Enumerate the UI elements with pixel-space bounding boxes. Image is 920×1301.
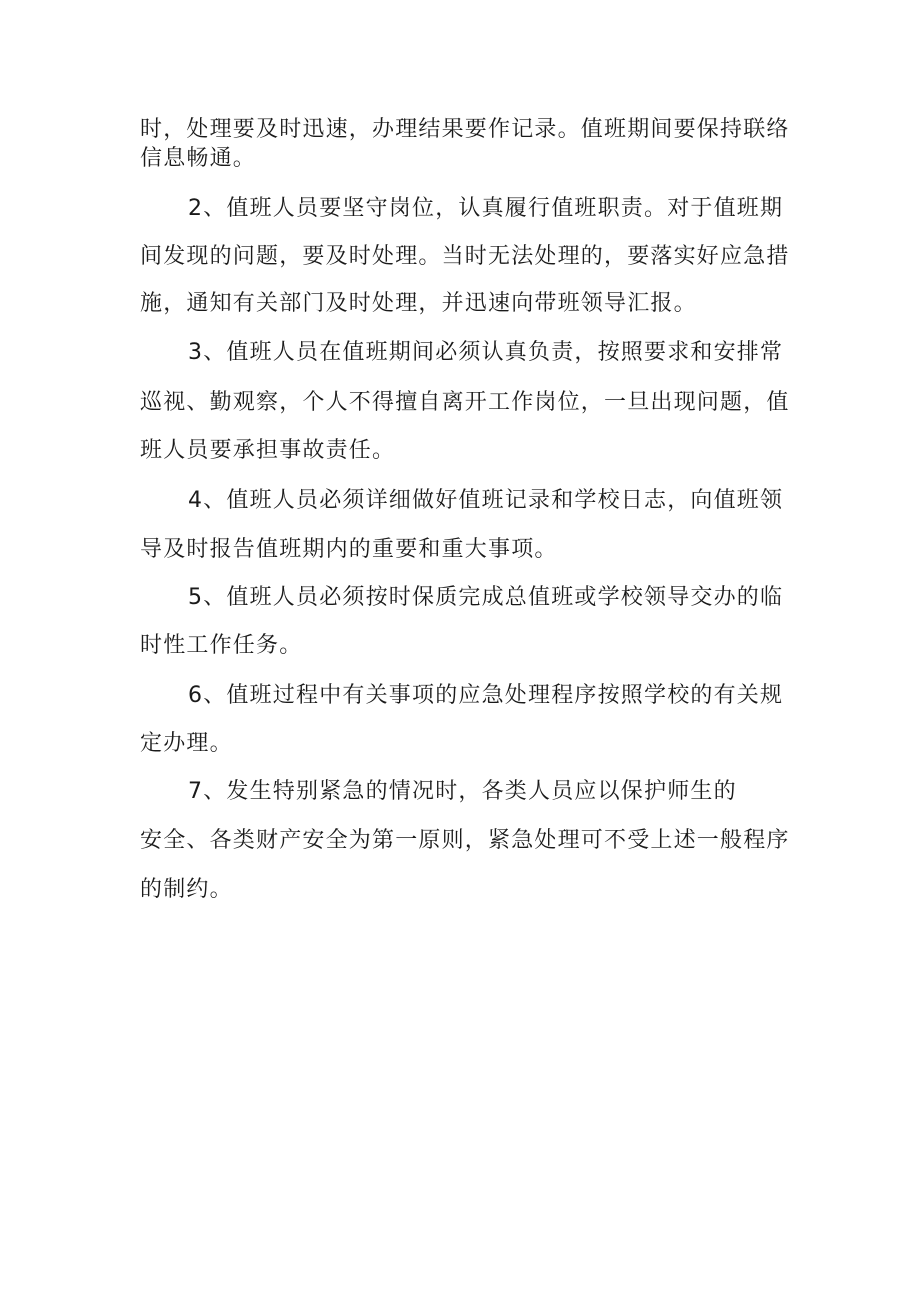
paragraph-5-line: 5、值班人员必须按时保质完成总值班或学校领导交办的临 xyxy=(188,585,784,610)
paragraph-6-line: 6、值班过程中有关事项的应急处理程序按照学校的有关规 xyxy=(188,683,784,708)
text-line: 时，处理要及时迅速，办理结果要作记录。值班期间要保持联络 xyxy=(140,117,790,142)
paragraph-4-line: 4、值班人员必须详细做好值班记录和学校日志，向值班领 xyxy=(188,488,784,513)
text-line: 施，通知有关部门及时处理，并迅速向带班领导汇报。 xyxy=(140,291,697,316)
text-line: 导及时报告值班期内的重要和重大事项。 xyxy=(140,537,558,562)
text-line: 定办理。 xyxy=(140,731,233,756)
text-line: 时性工作任务。 xyxy=(140,633,303,658)
text-line: 间发现的问题，要及时处理。当时无法处理的，要落实好应急措 xyxy=(140,244,790,269)
text-line: 安全、各类财产安全为第一原则，紧急处理可不受上述一般程序 xyxy=(140,828,790,853)
paragraph-7-line: 7、发生特别紧急的情况时，各类人员应以保护师生的 xyxy=(188,779,737,804)
text-line: 班人员要承担事故责任。 xyxy=(140,438,396,463)
text-line: 的制约。 xyxy=(140,877,233,902)
text-line: 巡视、勤观察，个人不得擅自离开工作岗位，一旦出现问题，值 xyxy=(140,390,790,415)
paragraph-2-line: 2、值班人员要坚守岗位，认真履行值班职责。对于值班期 xyxy=(188,196,784,221)
text-line: 信息畅通。 xyxy=(140,146,257,171)
paragraph-3-line: 3、值班人员在值班期间必须认真负责，按照要求和安排常 xyxy=(188,340,784,365)
